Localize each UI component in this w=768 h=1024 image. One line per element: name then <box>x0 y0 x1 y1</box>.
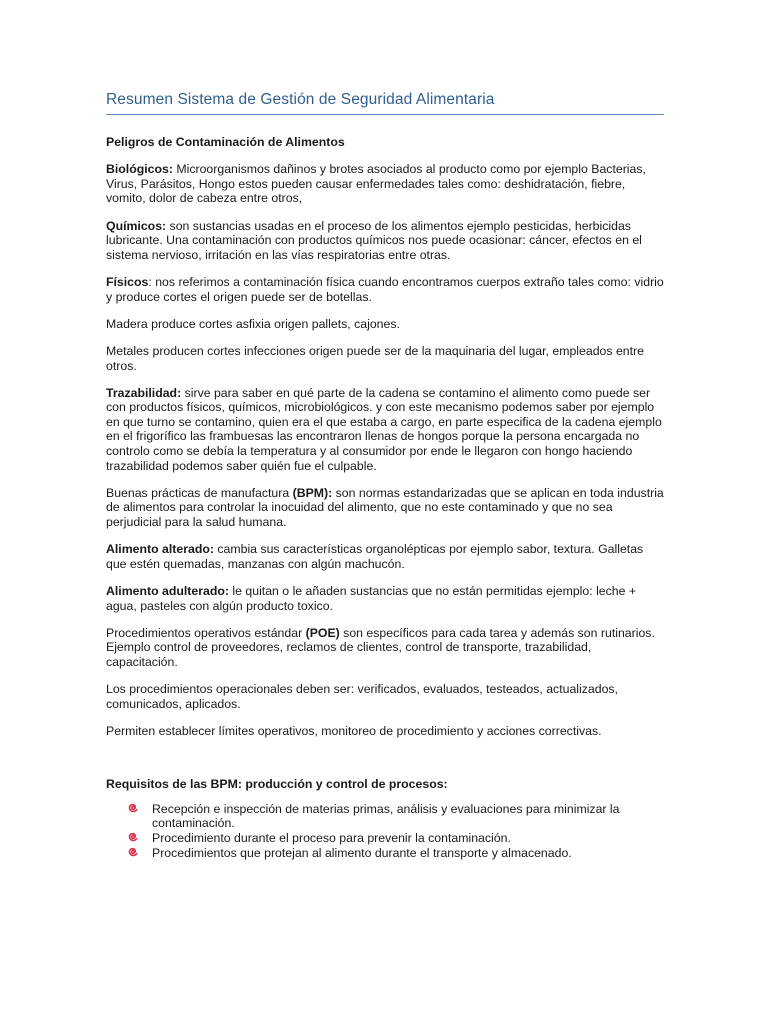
paragraph-fisicos <box>106 275 664 304</box>
section-heading-requisitos: Requisitos de las BPM: producción y control de procesos: <box>106 777 448 792</box>
term-trazabilidad: Trazabilidad: <box>106 385 182 400</box>
text-adulterado: le quitan o le añaden sustancias que no están permitidas ejemplo: leche + agua, pasteles con algún producto toxico. <box>106 584 637 613</box>
pre-bpm: Buenas prácticas de manufactura <box>106 485 293 500</box>
title-underline <box>106 114 664 115</box>
text-alterado: cambia sus características organolépticas por ejemplo sabor, textura. Galletas que estén quemadas, manzanas con algún machucón. <box>106 542 644 571</box>
paragraph-metales: Metales producen cortes infecciones origen puede ser de la maquinaria del lugar, empleados entre otros. <box>106 343 644 373</box>
list-item-text: Recepción e inspección de materias primas, análisis y evaluaciones para minimizar la contaminación. <box>152 801 620 831</box>
section-spacer <box>106 751 664 777</box>
text-trazabilidad: sirve para saber en qué parte de la cadena se contamino el alimento como puede ser con productos físicos, químicos, microbiológicos. y con este mecanismo podemos saber por ejemplo en que turno se contamino, quien era el que estaba a cargo, en parte especifica de la cadena ejemplo en el frigorífico las frambuesas las encontraron llenas de hongos porque la persona encargada no controlo como se debía la temperatura y al consumidor por ende le llegaron con hongo haciendo trazabilidad podemos saber quién fue el culpable. <box>106 385 662 473</box>
requisitos-list <box>106 802 664 860</box>
text-fisicos: : nos referimos a contaminación física cuando encontramos cuerpos extraño tales como: vidrio y produce cortes el origen puede ser de botellas. <box>106 274 664 304</box>
swirl-bullet-icon <box>128 832 138 842</box>
paragraph-poe <box>106 626 664 670</box>
list-item <box>152 831 664 846</box>
text-poe: son específicos para cada tarea y además son rutinarios. Ejemplo control de proveedores, reclamos de clientes, control de transporte, trazabilidad, capacitación. <box>106 625 655 669</box>
swirl-bullet-icon <box>128 803 138 813</box>
term-alterado: Alimento alterado: <box>106 542 214 557</box>
list-item-text: Procedimiento durante el proceso para prevenir la contaminación. <box>152 830 511 845</box>
paragraph-operacionales: Los procedimientos operacionales deben ser: verificados, evaluados, testeados, actualizados, comunicados, aplicados. <box>106 682 618 711</box>
list-item <box>152 802 664 831</box>
swirl-bullet-icon <box>128 847 138 857</box>
document-title: Resumen Sistema de Gestión de Seguridad Alimentaria <box>106 91 495 108</box>
text-bpm: son normas estandarizadas que se aplican en toda industria de alimentos para controlar la inocuidad del alimento, que no este contaminado y que no sea perjudicial para la salud humana. <box>106 485 664 530</box>
text-quimicos: son sustancias usadas en el proceso de los alimentos ejemplo pesticidas, herbicidas lubricante. Una contaminación con productos químicos nos puede ocasionar: cáncer, efectos en el sistema nervioso, irritación en las vías respiratorias entre otras. <box>106 218 642 262</box>
term-biologicos: Biológicos: <box>106 162 173 177</box>
paragraph-trazabilidad <box>106 386 664 474</box>
list-item-text: Procedimientos que protejan al alimento durante el transporte y almacenado. <box>152 845 572 860</box>
paragraph-quimicos <box>106 219 664 263</box>
term-bpm: (BPM): <box>292 485 333 500</box>
text-biologicos: Microorganismos dañinos y brotes asociados al producto como por ejemplo Bacterias, Virus, Parásitos, Hongo estos pueden causar enfermedades tales como: deshidratación, fiebre, vomito, dolor de cabeza entre otros, <box>106 162 646 206</box>
paragraph-alterado <box>106 542 664 571</box>
term-poe: (POE) <box>305 625 340 640</box>
paragraph-bpm <box>106 486 664 530</box>
paragraph-biologicos <box>106 162 664 206</box>
term-fisicos: Físicos <box>106 274 149 289</box>
document-body <box>106 135 664 860</box>
paragraph-limites: Permiten establecer límites operativos, monitoreo de procedimiento y acciones correctivas. <box>106 723 602 738</box>
pre-poe: Procedimientos operativos estándar <box>106 625 306 640</box>
paragraph-adulterado <box>106 584 664 613</box>
term-quimicos: Químicos: <box>106 218 167 233</box>
section-heading-peligros: Peligros de Contaminación de Alimentos <box>106 135 345 149</box>
list-item <box>152 846 664 861</box>
term-adulterado: Alimento adulterado: <box>106 584 229 598</box>
paragraph-madera: Madera produce cortes asfixia origen pallets, cajones. <box>106 316 400 331</box>
